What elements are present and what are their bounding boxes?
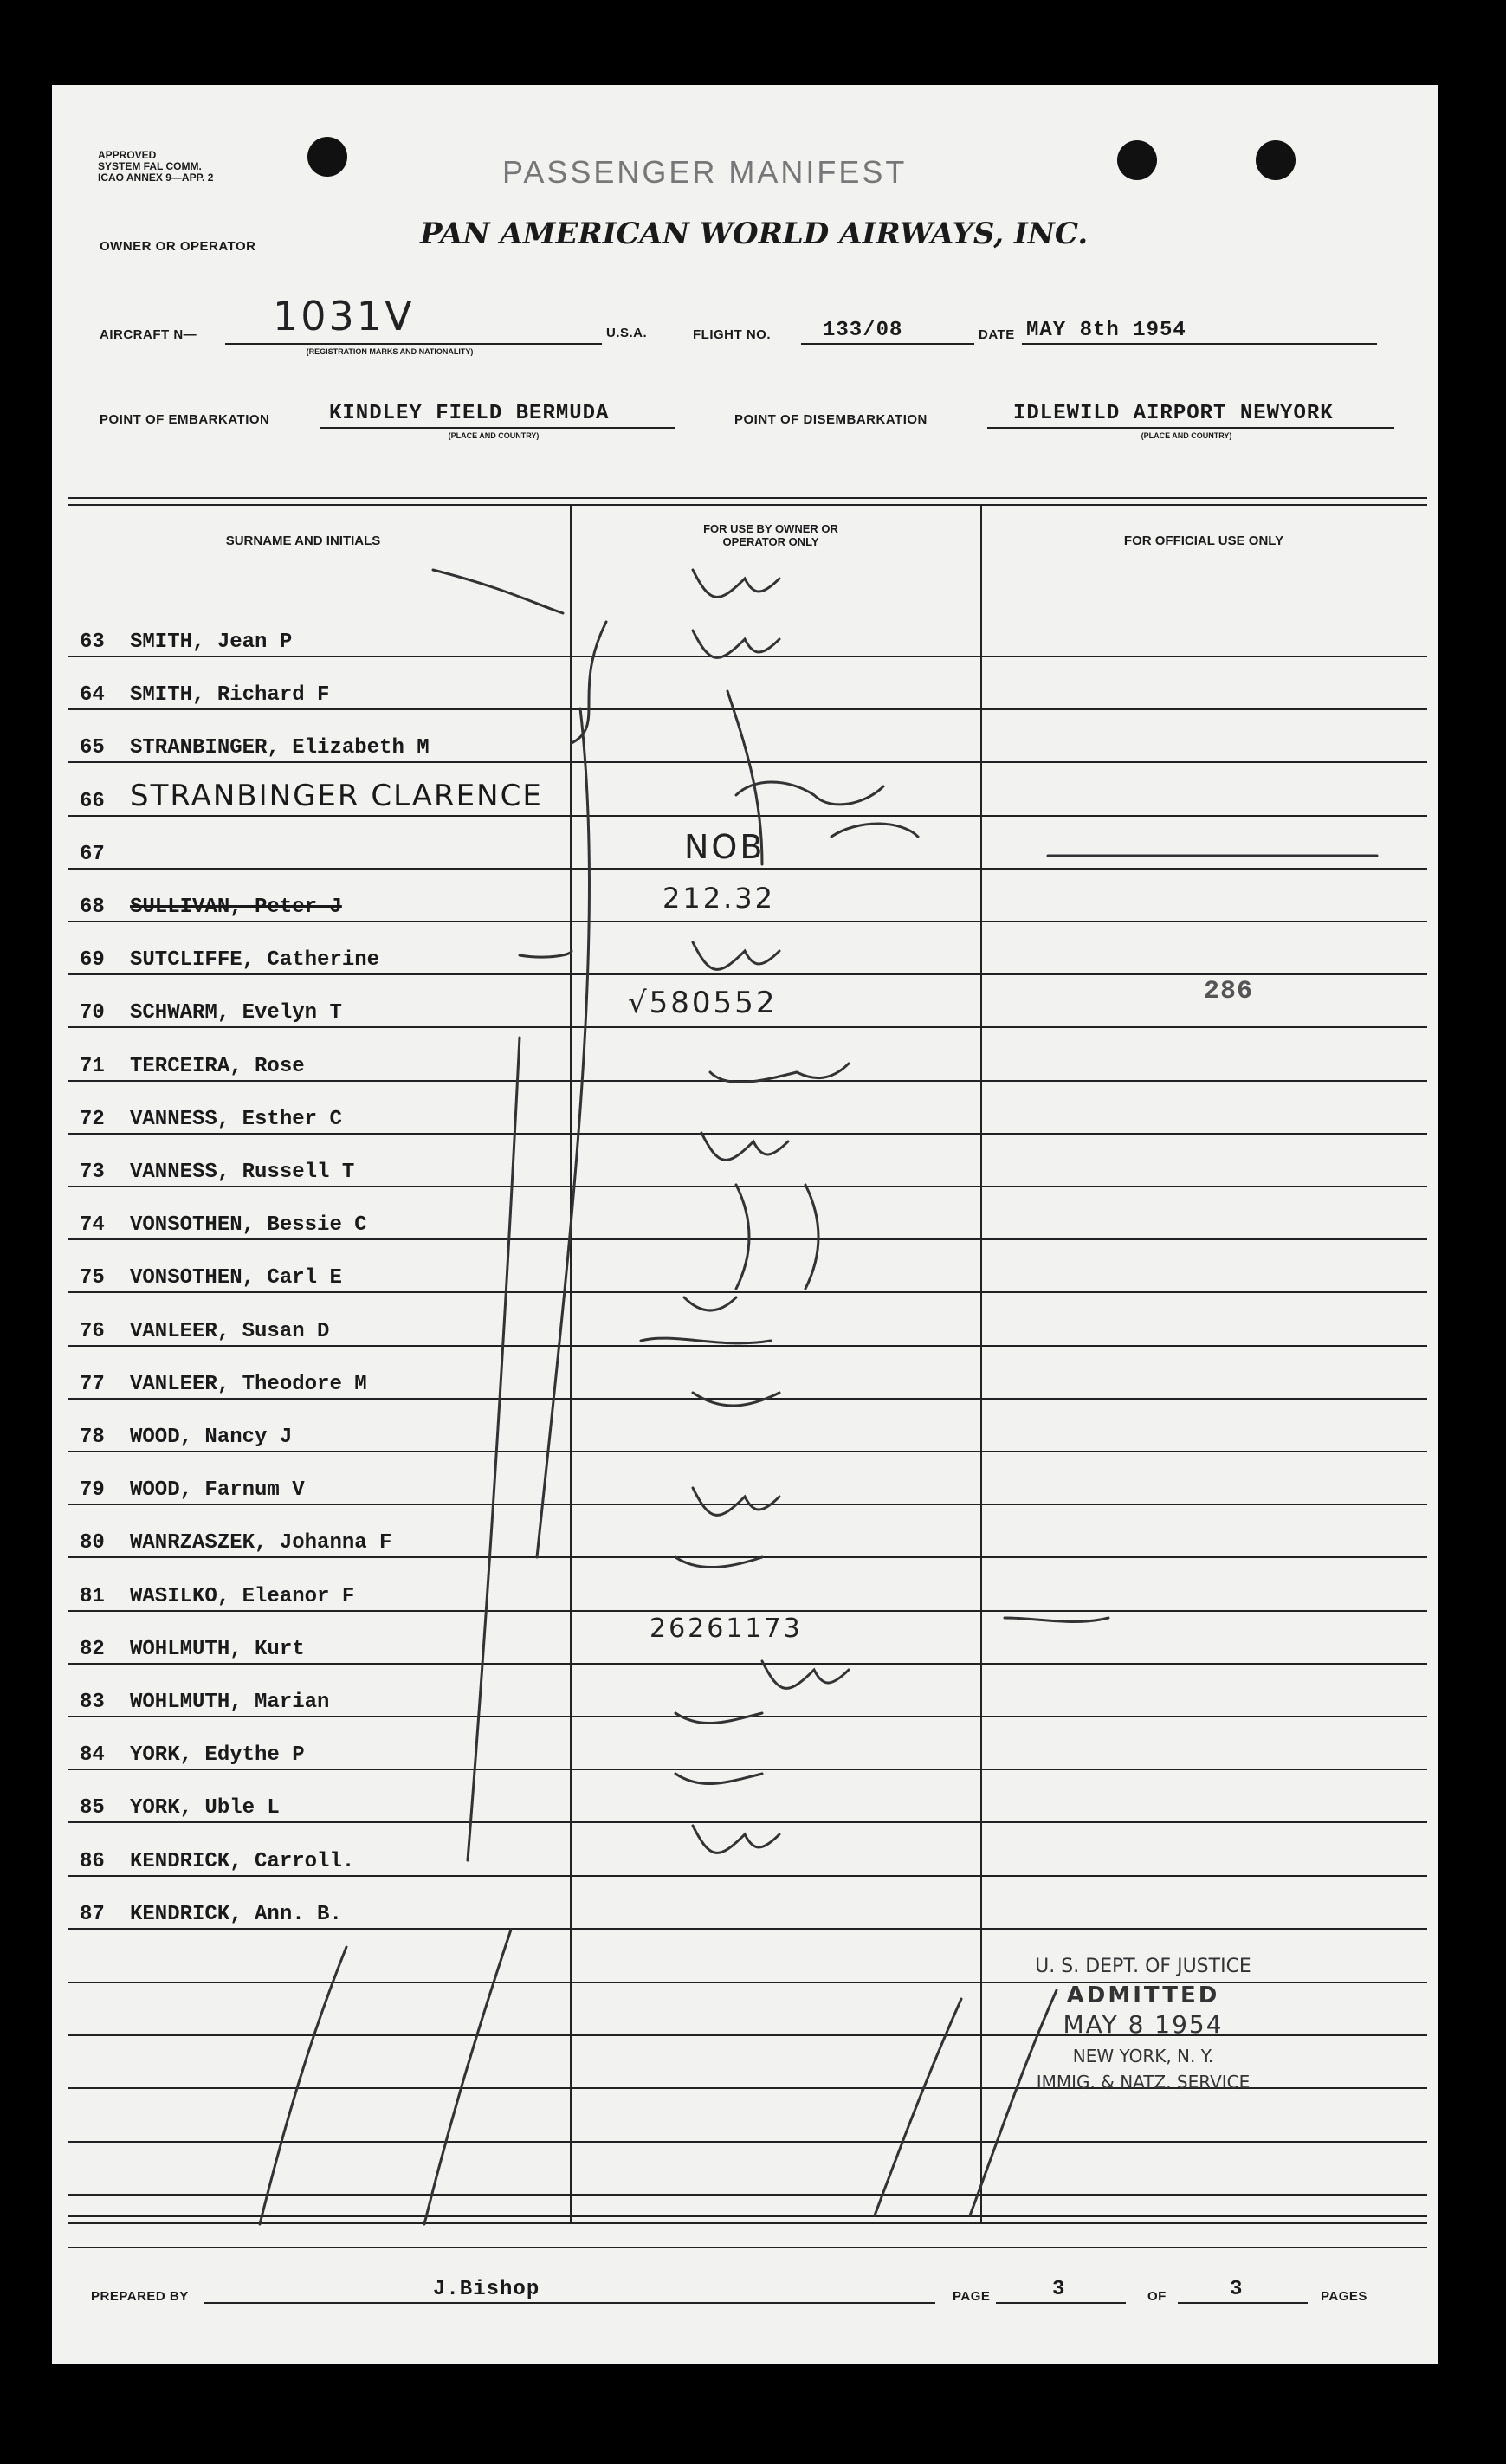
prepared-by-label: PREPARED BY (91, 2289, 189, 2304)
embarkation-value: KINDLEY FIELD BERMUDA (329, 402, 610, 425)
prepared-by-value: J.Bishop (433, 2278, 540, 2301)
passenger-name: STRANBINGER CLARENCE (130, 778, 543, 813)
passenger-name: WOOD, Farnum V (130, 1478, 305, 1503)
passenger-name: SCHWARM, Evelyn T (130, 1001, 342, 1025)
note-row68: NOB (684, 828, 766, 866)
passenger-name: STRANBINGER, Elizabeth M (130, 736, 430, 760)
passenger-name: KENDRICK, Carroll. (130, 1849, 355, 1873)
aircraft-value: 1031V (273, 293, 415, 340)
passenger-name: VONSOTHEN, Carl E (130, 1266, 342, 1290)
passenger-name: WOOD, Nancy J (130, 1426, 293, 1449)
of-label: OF (1147, 2289, 1167, 2304)
passenger-name: SMITH, Richard F (130, 683, 330, 708)
passenger-number: 74 (80, 1213, 105, 1238)
passenger-name: VANNESS, Esther C (130, 1107, 342, 1131)
note-row82: 26261173 (650, 1614, 803, 1644)
page-label: PAGE (953, 2289, 991, 2304)
approval-note: APPROVED SYSTEM FAL COMM. ICAO ANNEX 9—APP. 2 (98, 149, 214, 184)
passenger-name: TERCEIRA, Rose (130, 1054, 305, 1078)
passenger-number: 82 (80, 1637, 105, 1661)
passenger-name: WANRZASZEK, Johanna F (130, 1531, 392, 1555)
operator-column-header: FOR USE BY OWNER OR OPERATOR ONLY (703, 522, 838, 548)
passenger-number: 86 (80, 1849, 105, 1873)
note-row71: √580552 (628, 986, 778, 1020)
disembarkation-label: POINT OF DISEMBARKATION (734, 412, 928, 427)
passenger-name: YORK, Uble L (130, 1796, 280, 1821)
date-label: DATE (979, 327, 1015, 342)
passenger-number: 64 (80, 683, 105, 708)
passenger-number: 83 (80, 1691, 105, 1714)
passenger-number: 84 (80, 1743, 105, 1768)
passenger-number: 67 (80, 842, 105, 866)
passenger-number: 85 (80, 1796, 105, 1821)
passenger-number: 70 (80, 1001, 105, 1025)
passenger-number: 73 (80, 1161, 105, 1184)
company-name: PAN AMERICAN WORLD AIRWAYS, INC. (420, 217, 1089, 251)
embarkation-caption: (PLACE AND COUNTRY) (448, 431, 540, 440)
pages-label: PAGES (1321, 2289, 1367, 2304)
passenger-number: 65 (80, 736, 105, 760)
page-value: 3 (1052, 2278, 1066, 2301)
aircraft-country: U.S.A. (606, 326, 648, 340)
passenger-name: WOHLMUTH, Kurt (130, 1637, 305, 1661)
form-title: PASSENGER MANIFEST (502, 154, 908, 190)
embarkation-label: POINT OF EMBARKATION (100, 412, 270, 427)
passenger-number: 66 (80, 789, 105, 813)
passenger-name: SULLIVAN, Peter J (130, 896, 342, 919)
flight-label: FLIGHT NO. (693, 327, 771, 342)
passenger-number: 80 (80, 1531, 105, 1555)
owner-label: OWNER OR OPERATOR (100, 239, 256, 254)
passenger-number: 81 (80, 1584, 105, 1608)
official-column-header: FOR OFFICIAL USE ONLY (1123, 534, 1284, 548)
passenger-name: VONSOTHEN, Bessie C (130, 1213, 367, 1238)
passenger-name: VANLEER, Susan D (130, 1319, 330, 1343)
passenger-number: 68 (80, 896, 105, 919)
note-row69: 212.32 (663, 882, 775, 915)
passenger-name: YORK, Edythe P (130, 1743, 305, 1768)
passenger-name: KENDRICK, Ann. B. (130, 1902, 342, 1926)
official-note-row70: 286 (1204, 977, 1254, 1006)
passenger-number: 69 (80, 948, 105, 973)
passenger-number: 87 (80, 1902, 105, 1926)
passenger-name: SUTCLIFFE, Catherine (130, 948, 380, 973)
aircraft-label: AIRCRAFT N— (100, 327, 197, 342)
passenger-name: SMITH, Jean P (130, 631, 293, 654)
passenger-number: 78 (80, 1426, 105, 1449)
passenger-number: 72 (80, 1107, 105, 1131)
passenger-number: 75 (80, 1266, 105, 1290)
passenger-number: 79 (80, 1478, 105, 1503)
aircraft-caption: (REGISTRATION MARKS AND NATIONALITY) (306, 347, 474, 356)
date-value: MAY 8th 1954 (1026, 319, 1186, 342)
passenger-name: WASILKO, Eleanor F (130, 1584, 355, 1608)
passenger-number: 63 (80, 631, 105, 654)
disembarkation-value: IDLEWILD AIRPORT NEWYORK (1013, 402, 1334, 425)
of-value: 3 (1230, 2278, 1244, 2301)
disembarkation-caption: (PLACE AND COUNTRY) (1141, 431, 1232, 440)
passenger-name: WOHLMUTH, Marian (130, 1691, 330, 1714)
passenger-number: 76 (80, 1319, 105, 1343)
flight-value: 133/08 (823, 319, 903, 342)
passenger-name: VANLEER, Theodore M (130, 1372, 367, 1396)
manifest-sheet (52, 85, 1438, 2364)
passenger-name: VANNESS, Russell T (130, 1161, 355, 1184)
passenger-number: 77 (80, 1372, 105, 1396)
admitted-stamp: U. S. DEPT. OF JUSTICE ADMITTED MAY 8 1954 NEW YORK, N. Y. IMMIG. & NATZ. SERVICE (1035, 1956, 1251, 2092)
surname-column-header: SURNAME AND INITIALS (225, 534, 381, 548)
passenger-number: 71 (80, 1054, 105, 1078)
